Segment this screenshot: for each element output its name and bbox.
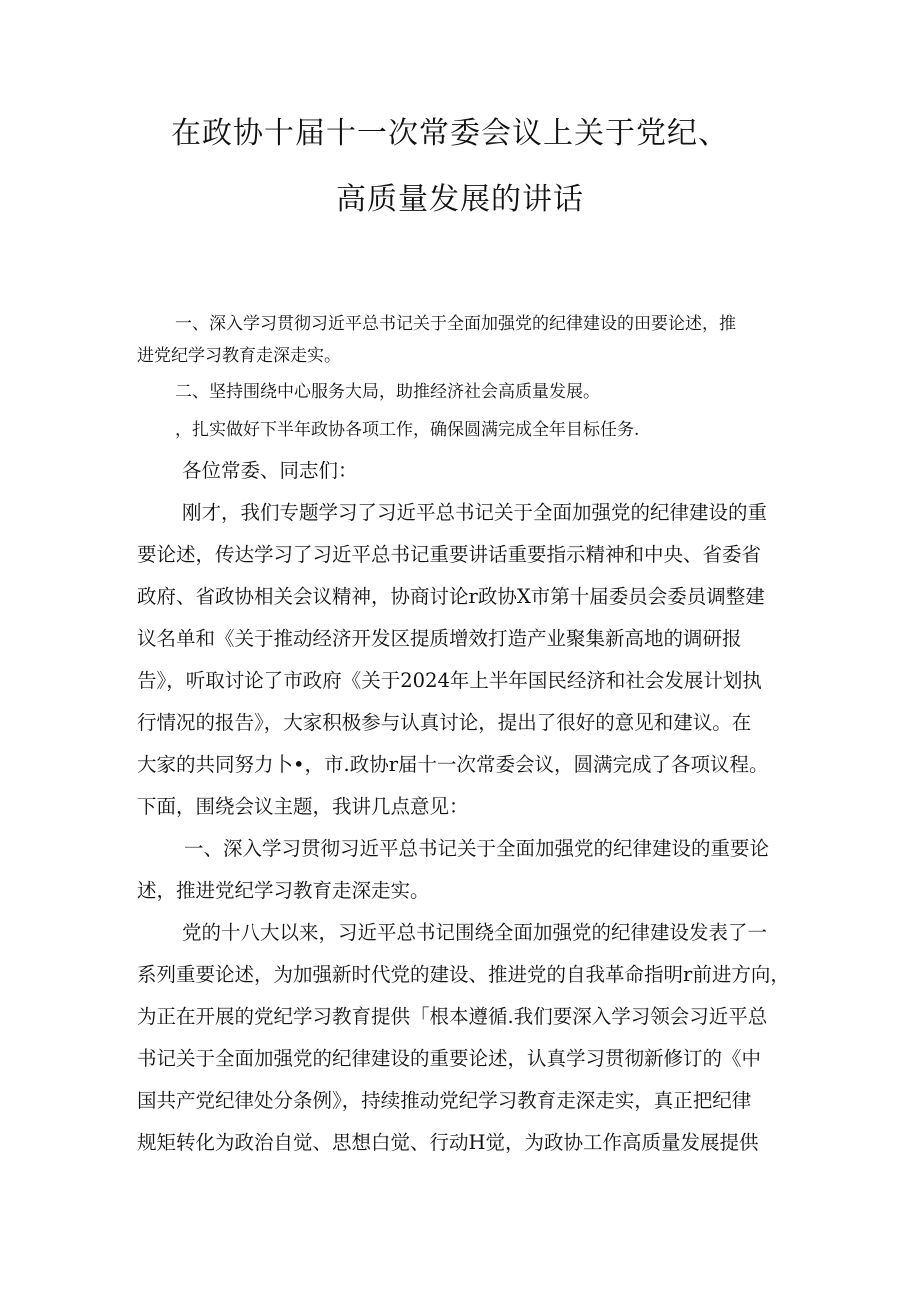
body-line: 下面，围绕会议主题，我讲几点意见： bbox=[137, 795, 469, 818]
outline-item-1-line-1: 一、深入学习贯彻习近平总书记关于全面加强党的纪律建设的田要论述，推 bbox=[175, 314, 736, 334]
document-title-line-1: 在政协十届十一次常委会议上关于党纪、 bbox=[171, 116, 729, 151]
outline-item-3: ，扎实做好下半年政协各项工作，确保圆满完成全年目标任务. bbox=[175, 420, 640, 440]
section-heading-1-line-1: 一、深入学习贯彻习近平总书记关于全面加强党的纪律建设的重要论 bbox=[184, 837, 770, 860]
body-line: 系列重要论述，为加强新时代党的建设、推进党的自我革命指明r前进方向， bbox=[137, 963, 790, 986]
body-line: 书记关于全面加强党的纪律建设的重要论述，认真学习贯彻新修订的《中 bbox=[137, 1047, 762, 1070]
salutation: 各位常委、同志们： bbox=[182, 459, 358, 482]
body-line: 规矩转化为政治自觉、思想白觉、行动H觉，为政协工作高质量发展提供 bbox=[137, 1131, 759, 1154]
outline-item-1-line-2: 进党纪学习教育走深走实。 bbox=[137, 346, 341, 366]
body-line: 要论述，传达学习了习近平总书记重要讲话重要指示精神和中央、省委省 bbox=[137, 543, 762, 566]
body-line: 政府、省政协相关会议精神，协商讨论r政协X市第十届委员会委员调整建 bbox=[137, 585, 765, 608]
document-title-line-2: 高质量发展的讲话 bbox=[336, 182, 584, 217]
body-line: 行情况的报告》，大家积极参与认真讨论，提出了很好的意见和建议。在 bbox=[137, 711, 752, 734]
outline-item-2: 二、坚持围绕中心服务大局，助推经济社会高质量发展。 bbox=[175, 382, 600, 402]
body-line: 刚才，我们专题学习了习近平总书记关于全面加强党的纪律建设的重 bbox=[182, 501, 768, 524]
body-line: 告》，听取讨论了市政府《关于2024年上半年国民经济和社会发展计划执 bbox=[137, 669, 762, 692]
body-line: 党的十八大以来，习近平总书记围绕全面加强党的纪律建设发表了一 bbox=[182, 921, 768, 944]
body-line: 国共产党纪律处分条例》，持续推动党纪学习教育走深走实，真正把纪律 bbox=[137, 1089, 752, 1112]
section-heading-1-line-2: 述，推进党纪学习教育走深走实。 bbox=[137, 879, 430, 902]
body-line: 为正在开展的党纪学习教育提供「根本遵循.我们要深入学习领会习近平总 bbox=[137, 1005, 768, 1028]
outline-item-1 bbox=[137, 308, 787, 372]
body-line: 议名单和《关于推动经济开发区提质增效打造产业聚集新高地的调研报 bbox=[137, 627, 742, 650]
body-line: 大家的共同努力卜•，市.政协r届十一次常委会议，圆满完成了各项议程。 bbox=[137, 753, 769, 776]
